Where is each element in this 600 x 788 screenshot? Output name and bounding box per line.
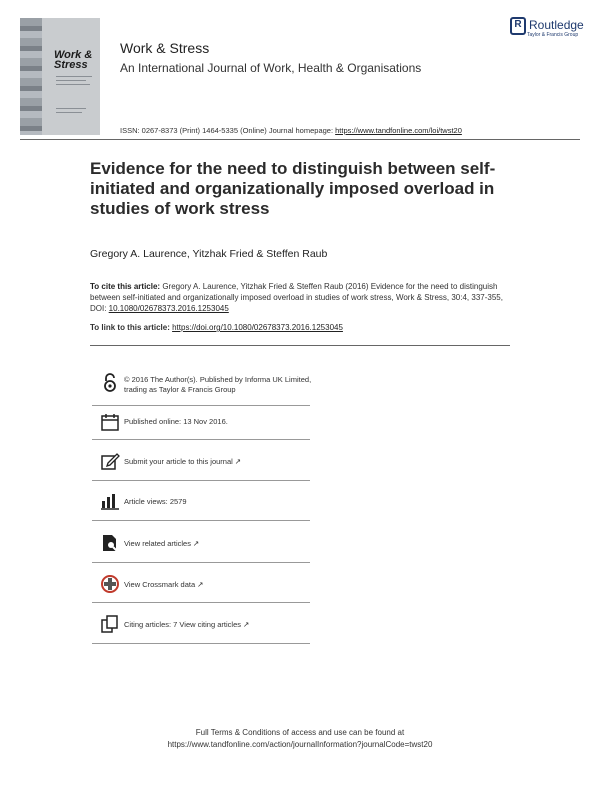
- journal-cover-image: [20, 18, 100, 135]
- cover-rule: [56, 108, 86, 109]
- journal-homepage-link[interactable]: https://www.tandfonline.com/loi/twst20: [335, 126, 462, 135]
- calendar-icon: [100, 412, 120, 432]
- journal-title: Work & Stress: [120, 40, 210, 56]
- open-access-icon: [100, 373, 120, 393]
- doi-link[interactable]: https://doi.org/10.1080/02678373.2016.1253045: [172, 323, 343, 332]
- info-text: Published online: 13 Nov 2016.: [124, 417, 228, 426]
- info-separator: [92, 643, 310, 644]
- edit-icon: [100, 451, 120, 471]
- info-text: © 2016 The Author(s). Published by Informa UK Limited, trading as Taylor & Francis Group: [124, 375, 312, 394]
- link-label: To link to this article:: [90, 323, 173, 332]
- citation-divider: [90, 345, 510, 346]
- footer-line-1: Full Terms & Conditions of access and use can be found at: [195, 728, 405, 737]
- footer-terms: [0, 727, 600, 751]
- issn-line: [120, 126, 462, 135]
- bar-chart-icon: [100, 491, 120, 511]
- cite-text: Gregory A. Laurence, Yitzhak Fried & Steffen Raub (2016) Evidence for the need to distinguish between self-initiated and organizationally imposed overload in studies of work stress, Work & Stress, 30:4, 337-355, DOI:: [90, 282, 503, 313]
- cover-rule: [56, 76, 92, 77]
- info-link-text[interactable]: View related articles ↗: [124, 539, 200, 548]
- info-separator: [92, 439, 310, 440]
- cover-rule: [56, 84, 90, 85]
- header-divider: [20, 139, 580, 140]
- doi-link-short[interactable]: 10.1080/02678373.2016.1253045: [108, 304, 229, 313]
- cover-stripe: [20, 18, 42, 135]
- info-text: Article views: 2579: [124, 497, 187, 506]
- cover-rule: [56, 80, 86, 81]
- routledge-logo: [510, 17, 584, 38]
- article-title: Evidence for the need to distinguish between self-initiated and organizationally imposed overload in studies of work stress: [90, 159, 496, 218]
- cover-title: Work & Stress: [54, 49, 93, 71]
- article-authors: Gregory A. Laurence, Yitzhak Fried & Steffen Raub: [90, 248, 328, 260]
- cite-label: To cite this article:: [90, 282, 161, 291]
- search-document-icon: [100, 533, 120, 553]
- crossmark-icon: [100, 574, 120, 594]
- info-separator: [92, 602, 310, 603]
- routledge-r-icon: R: [510, 17, 526, 35]
- issn-text: ISSN: 0267-8373 (Print) 1464-5335 (Online) Journal homepage:: [120, 126, 336, 135]
- footer-terms-link[interactable]: https://www.tandfonline.com/action/journalInformation?journalCode=twst20: [167, 740, 433, 749]
- info-separator: [92, 405, 310, 406]
- info-link-text[interactable]: View Crossmark data ↗: [124, 580, 204, 589]
- publisher-tagline: Taylor & Francis Group: [527, 32, 579, 38]
- journal-subtitle: An International Journal of Work, Health & Organisations: [120, 61, 422, 75]
- info-separator: [92, 480, 310, 481]
- cover-rule: [56, 112, 82, 113]
- link-line: [90, 323, 343, 332]
- info-link-text[interactable]: Citing articles: 7 View citing articles ↗: [124, 620, 250, 629]
- citing-articles-icon: [100, 614, 120, 634]
- info-separator: [92, 520, 310, 521]
- info-separator: [92, 562, 310, 563]
- publisher-name: Routledge: [529, 18, 584, 33]
- citation-block: [90, 281, 510, 314]
- info-link-text[interactable]: Submit your article to this journal ↗: [124, 457, 242, 466]
